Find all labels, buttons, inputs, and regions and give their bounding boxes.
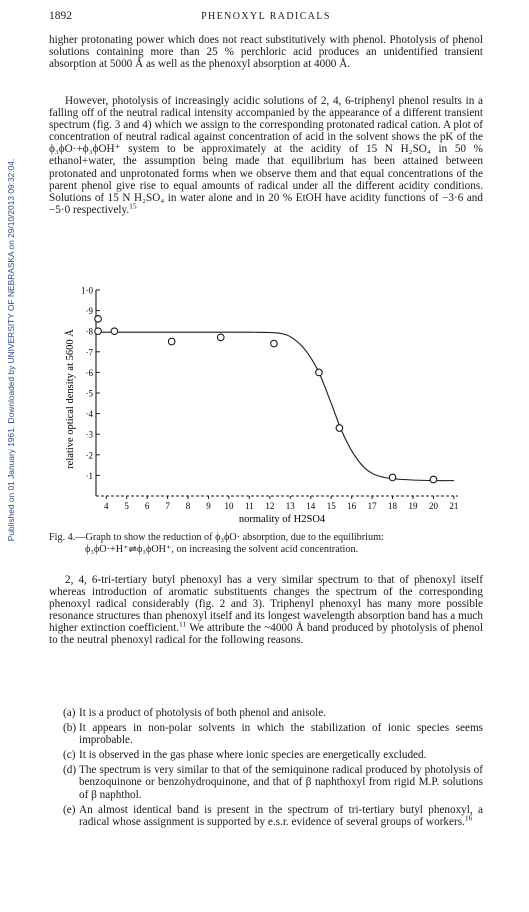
data-point: [111, 328, 118, 335]
x-axis-label: normality of H2SO4: [238, 514, 326, 525]
paragraph-2-text: However, photolysis of increasingly acidic solutions of 2, 4, 6-triphenyl phenol results in a falling off of the neutral radical intensity accompanied by the appearance of a different transient spectrum (fig. 3 and 4) which we assign to the corresponding protonated radical cation. A plot of concentration of neutral radical against concentration of acid in the solvent shows the pK of the ϕ₃ϕO·+ϕ₃ϕOH⁺ system to be approximately at the acidity of 15 N H₂SO₄ in 50 % ethanol+water, the assumption being made that equilibrium has been attained between protonated and unprotonated forms when we observe them and that equal concentrations of the parent phenol give rise to equal amounts of radical under all the different acidity conditions. Solutions of 15 N H₂SO₄ in water alone and in 20 % EtOH have acidity functions of −3·6 and −5·0 respectively.: [49, 95, 483, 216]
x-tick-label: 17: [367, 501, 377, 511]
list-item-text: An almost identical band is present in the spectrum of tri-tertiary butyl phenoxyl, a radical whose assignment is supported by e.s.r. evidence of several groups of workers.: [79, 803, 483, 828]
x-tick-label: 7: [165, 501, 170, 511]
reference-16: 16: [464, 813, 473, 823]
list-marker: (d): [63, 764, 77, 777]
y-tick-label: ·2: [85, 450, 93, 461]
paragraph-3-text: 2, 4, 6-tri-tertiary butyl phenoxyl has a very similar spectrum to that of phenoxyl itself whereas introduction of aromatic substituents changes the spectrum of the corresponding phenoxyl radical considerably (fig. 2 and 3). Triphenyl phenoxyl has many more possible resonance structures than phenoxyl itself and its longest wavelength absorption band has a much higher extinction coefficient.: [49, 574, 483, 635]
y-tick-label: ·1: [85, 470, 93, 481]
x-tick-label: 20: [428, 501, 438, 511]
list-marker: (b): [63, 722, 77, 734]
x-tick-label: 15: [326, 501, 336, 511]
figure-caption: [49, 532, 483, 556]
paragraph-3-text-cont: We attribute the ~4000 Å band produced by photolysis of phenol to the neutral phenoxyl radical for the following reasons.: [49, 622, 483, 647]
data-point: [95, 328, 102, 335]
chart-axes: [96, 290, 458, 496]
download-watermark: [4, 70, 18, 630]
data-point: [168, 338, 175, 345]
y-tick-label: ·4: [85, 409, 93, 420]
y-axis-label: relative optical density at 5600 Å: [65, 329, 76, 469]
reasons-list: [49, 707, 483, 831]
paragraph-2: [49, 95, 483, 216]
x-tick-label: 10: [224, 501, 234, 511]
x-tick-label: 12: [265, 501, 275, 511]
list-item-text: It appears in non-polar solvents in which the stabilization of ionic species seems improbable.: [79, 722, 483, 747]
data-point: [271, 340, 278, 347]
x-axis-ticks: [104, 496, 458, 511]
list-marker: (c): [63, 749, 76, 762]
page-number: 1892: [49, 10, 72, 22]
y-tick-label: ·5: [85, 388, 93, 399]
y-tick-label: ·3: [85, 429, 93, 440]
y-tick-label: ·8: [85, 326, 93, 337]
x-tick-label: 21: [449, 501, 459, 511]
y-tick-label: 1·0: [81, 285, 93, 296]
page-header: [49, 10, 483, 24]
list-item: [49, 707, 483, 719]
list-item-text: It is a product of photolysis of both phenol and anisole.: [79, 707, 327, 719]
y-axis-ticks: [81, 286, 100, 481]
data-point: [336, 425, 343, 432]
list-item: [49, 722, 483, 746]
data-point: [217, 334, 224, 341]
y-tick-label: ·7: [85, 347, 93, 358]
caption-line-2: ϕ₃ϕO·+H⁺⇌ϕ₃ϕOH⁺, on increasing the solvent acid concentration.: [85, 544, 359, 555]
paragraph-1: [49, 34, 483, 70]
list-item-text: It is observed in the gas phase where ionic species are energetically excluded.: [79, 749, 427, 762]
x-tick-label: 13: [285, 501, 295, 511]
x-tick-label: 11: [245, 501, 254, 511]
list-item: [49, 749, 483, 761]
x-tick-label: 6: [144, 501, 150, 511]
data-point: [316, 369, 323, 376]
list-item-text: The spectrum is very similar to that of the semiquinone radical produced by photolysis of benzoquinone or benzohydroquinone, and that of β naphthoxyl from rigid M.P. solutions of β naphthol.: [79, 764, 483, 801]
list-item: [49, 804, 483, 828]
y-tick-label: ·6: [85, 367, 93, 378]
watermark-text: Published on 01 January 1961. Downloaded by UNIVERSITY OF NEBRASKA on 29/10/2013 09:32:04.: [6, 158, 16, 542]
fitted-curve: [96, 332, 454, 480]
y-tick-label: ·9: [85, 306, 93, 317]
x-tick-label: 9: [206, 501, 211, 511]
list-marker: (a): [63, 707, 76, 719]
paragraph-1-text: higher protonating power which does not react substitutively with phenol. Photolysis of phenol solutions containing more than 25 % perchloric acid produces an unidentified transient absorption at 5000 Å as well as the phenoxyl absorption at 4000 Å.: [49, 34, 483, 71]
x-tick-label: 14: [306, 501, 316, 511]
reference-11: 11: [179, 619, 187, 629]
data-point: [389, 474, 396, 481]
data-point: [95, 316, 102, 323]
caption-line-1: Fig. 4.—Graph to show the reduction of ϕ₃ϕO· absorption, due to the equilibrium:: [49, 532, 384, 543]
data-point: [430, 476, 437, 483]
x-tick-label: 16: [347, 501, 357, 511]
x-tick-label: 4: [103, 501, 109, 511]
x-tick-label: 5: [124, 501, 129, 511]
x-tick-label: 18: [388, 501, 398, 511]
reference-15: 15: [129, 201, 137, 211]
list-marker: (e): [63, 803, 76, 816]
paragraph-3: [49, 574, 483, 647]
x-tick-label: 8: [185, 501, 191, 511]
x-tick-label: 19: [408, 501, 418, 511]
list-item: [49, 764, 483, 801]
data-points: [95, 316, 437, 483]
running-title: PHENOXYL RADICALS: [201, 11, 331, 22]
figure-4-chart: [60, 284, 470, 525]
